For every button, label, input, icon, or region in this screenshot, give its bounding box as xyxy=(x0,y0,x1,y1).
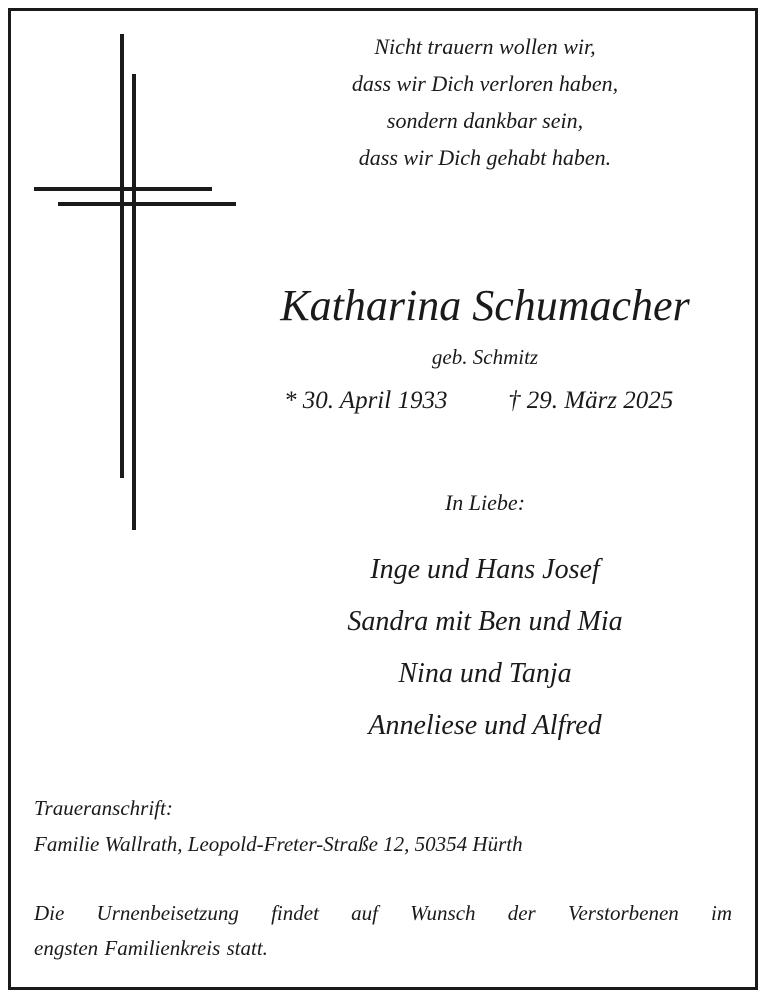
cross-lower-horizontal-bar xyxy=(58,202,236,206)
motto-line: Nicht trauern wollen wir, xyxy=(374,34,596,59)
death-date: † 29. März 2025 xyxy=(508,387,674,414)
motto-line: dass wir Dich gehabt haben. xyxy=(358,145,612,170)
cross-left-vertical-bar xyxy=(120,34,124,478)
motto-line: sondern dankbar sein, xyxy=(386,108,584,133)
mourners-intro: In Liebe: xyxy=(444,490,526,515)
mourner-entry: Sandra mit Ben und Mia xyxy=(347,606,623,637)
motto-line: dass wir Dich verloren haben, xyxy=(351,71,619,96)
condolence-address xyxy=(34,790,734,862)
deceased-name: Katharina Schumacher xyxy=(280,281,690,330)
mourner-entry: Nina und Tanja xyxy=(398,658,572,689)
address-text: Familie Wallrath, Leopold-Freter-Straße 12, 50354 Hürth xyxy=(34,832,523,856)
burial-notice-line: Die Urnenbeisetzung findet auf Wunsch der Verstorbenen im xyxy=(34,901,732,925)
cross-upper-horizontal-bar xyxy=(34,187,212,191)
birth-date: * 30. April 1933 xyxy=(284,387,448,414)
burial-notice xyxy=(34,896,732,966)
motto-verse xyxy=(250,28,720,176)
birth-name: geb. Schmitz xyxy=(431,345,539,369)
mourner-entry: Anneliese und Alfred xyxy=(368,710,602,741)
address-label: Traueranschrift: xyxy=(34,796,173,820)
mourner-entry: Inge und Hans Josef xyxy=(370,554,600,585)
mourners-list xyxy=(230,544,740,752)
cross-right-vertical-bar xyxy=(132,74,136,530)
burial-notice-line: engsten Familienkreis statt. xyxy=(34,936,268,960)
